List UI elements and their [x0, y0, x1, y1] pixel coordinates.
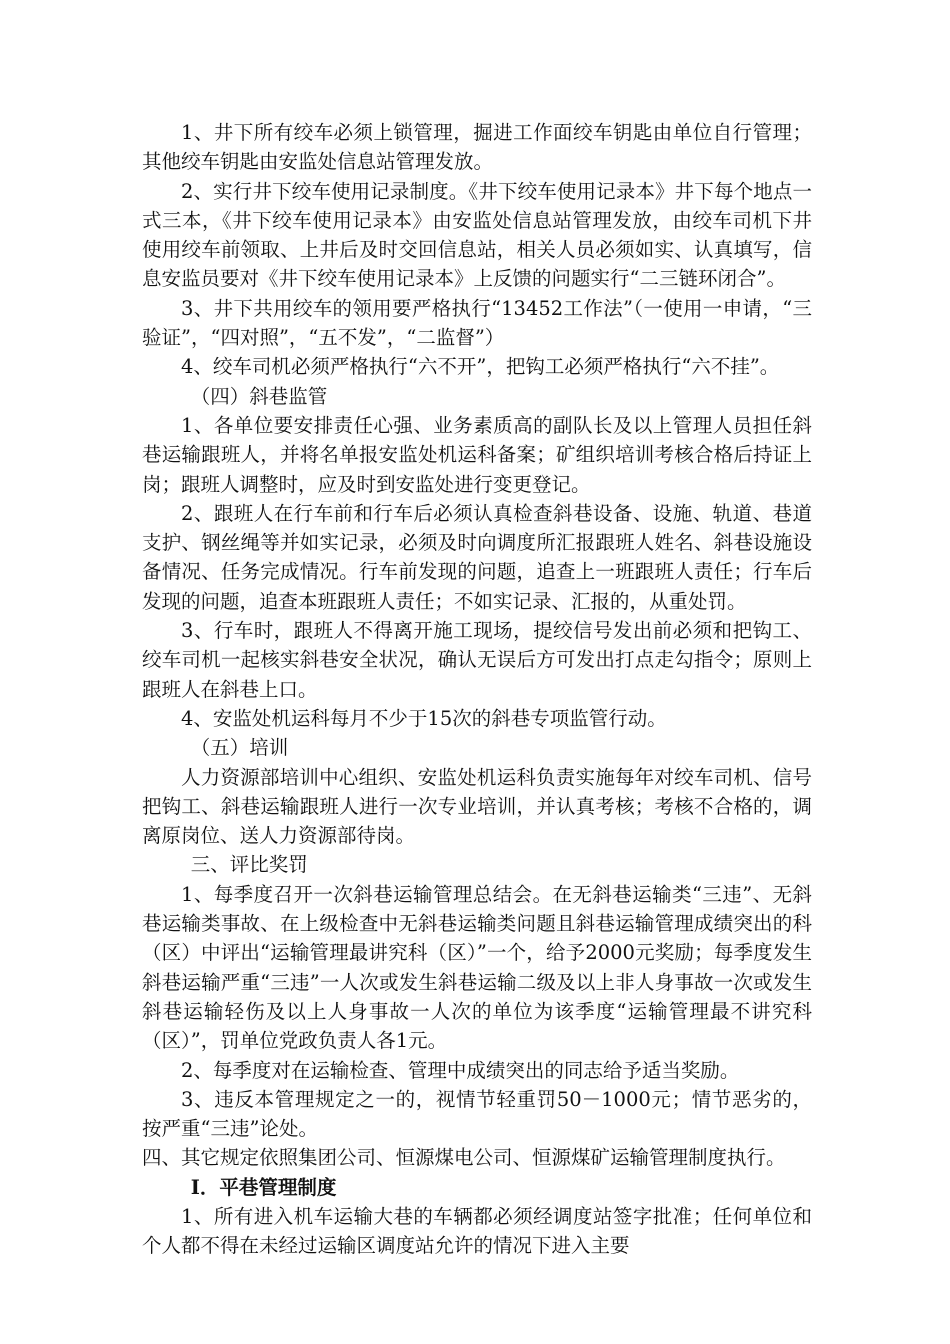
paragraph-winch-lock: 1、井下所有绞车必须上锁管理，掘进工作面绞车钥匙由单位自行管理；其他绞车钥匙由安监处信息站管理发放。: [142, 121, 812, 174]
paragraph-penalty: 3、违反本管理规定之一的，视情节轻重罚50－1000元；情节恶劣的，按严重“三违”论处。: [142, 1087, 812, 1141]
paragraph-winch-13452: 3、井下共用绞车的领用要严格执行“13452工作法”（一使用一申请，“三验证”，“四对照”，“五不发”，“二监督”）: [142, 296, 812, 350]
paragraph-rewards-quarterly: 1、每季度召开一次斜巷运输管理总结会。在无斜巷运输类“三违”、无斜巷运输类事故、在上级检查中无斜巷运输类问题且斜巷运输管理成绩突出的科（区）中评出“运输管理最讲究科（区）”一个，给予2000元奖励；每季度发生斜巷运输严重“三违”一人次或发生斜巷运输二级及以上非人身事故一次或发生斜巷运输轻伤及以上人身事故一人次的单位为该季度“运输管理最不讲究科（区）”，罚单位党政负责人各1元。: [142, 882, 812, 1053]
section-heading-rewards: 三、评比奖罚: [190, 853, 308, 877]
section-other-rules: 四、其它规定依照集团公司、恒源煤电公司、恒源煤矿运输管理制度执行。: [142, 1146, 786, 1170]
paragraph-incline-monthly-check: 4、安监处机运科每月不少于15次的斜巷专项监管行动。: [181, 706, 667, 730]
paragraph-incline-operation: 3、行车时，跟班人不得离开施工现场，提绞信号发出前必须和把钩工、绞车司机一起核实斜巷安全状况，确认无误后方可发出打点走勾指令；原则上跟班人在斜巷上口。: [142, 619, 812, 701]
section-heading-level-roadway: Ⅰ．平巷管理制度: [190, 1175, 337, 1199]
paragraph-roadway-approval: 1、所有进入机车运输大巷的车辆都必须经调度站签字批准；任何单位和个人都不得在未经过运输区调度站允许的情况下进入主要: [142, 1204, 812, 1258]
paragraph-training: 人力资源部培训中心组织、安监处机运科负责实施每年对绞车司机、信号把钩工、斜巷运输跟班人进行一次专业培训，并认真考核；考核不合格的，调离原岗位、送人力资源部待岗。: [142, 765, 812, 848]
paragraph-winch-record: 2、实行井下绞车使用记录制度。《井下绞车使用记录本》井下每个地点一式三本，《井下绞车使用记录本》由安监处信息站管理发放，由绞车司机下井使用绞车前领取、上井后及时交回信息站，相关人员必须如实、认真填写，信息安监员要对《井下绞车使用记录本》上反馈的问题实行“二三链环闭合”。: [142, 179, 812, 291]
section-heading-training: （五）培训: [190, 736, 289, 760]
paragraph-incline-shift-leader: 1、各单位要安排责任心强、业务素质高的副队长及以上管理人员担任斜巷运输跟班人，并将名单报安监处机运科备案；矿组织培训考核合格后持证上岗；跟班人调整时，应及时到安监处进行变更登记。: [142, 413, 812, 496]
paragraph-incline-inspection: 2、跟班人在行车前和行车后必须认真检查斜巷设备、设施、轨道、巷道支护、钢丝绳等并如实记录，必须及时向调度所汇报跟班人姓名、斜巷设施设备情况、任务完成情况。行车前发现的问题，追查上一班跟班人责任；行车后发现的问题，追查本班跟班人责任；不如实记录、汇报的，从重处罚。: [142, 501, 812, 613]
paragraph-winch-six-rules: 4、绞车司机必须严格执行“六不开”，把钩工必须严格执行“六不挂”。: [181, 355, 780, 379]
document-page: [142, 118, 812, 1261]
section-heading-incline-supervision: （四）斜巷监管: [190, 384, 328, 408]
paragraph-rewards-individual: 2、每季度对在运输检查、管理中成绩突出的同志给予适当奖励。: [181, 1058, 740, 1082]
